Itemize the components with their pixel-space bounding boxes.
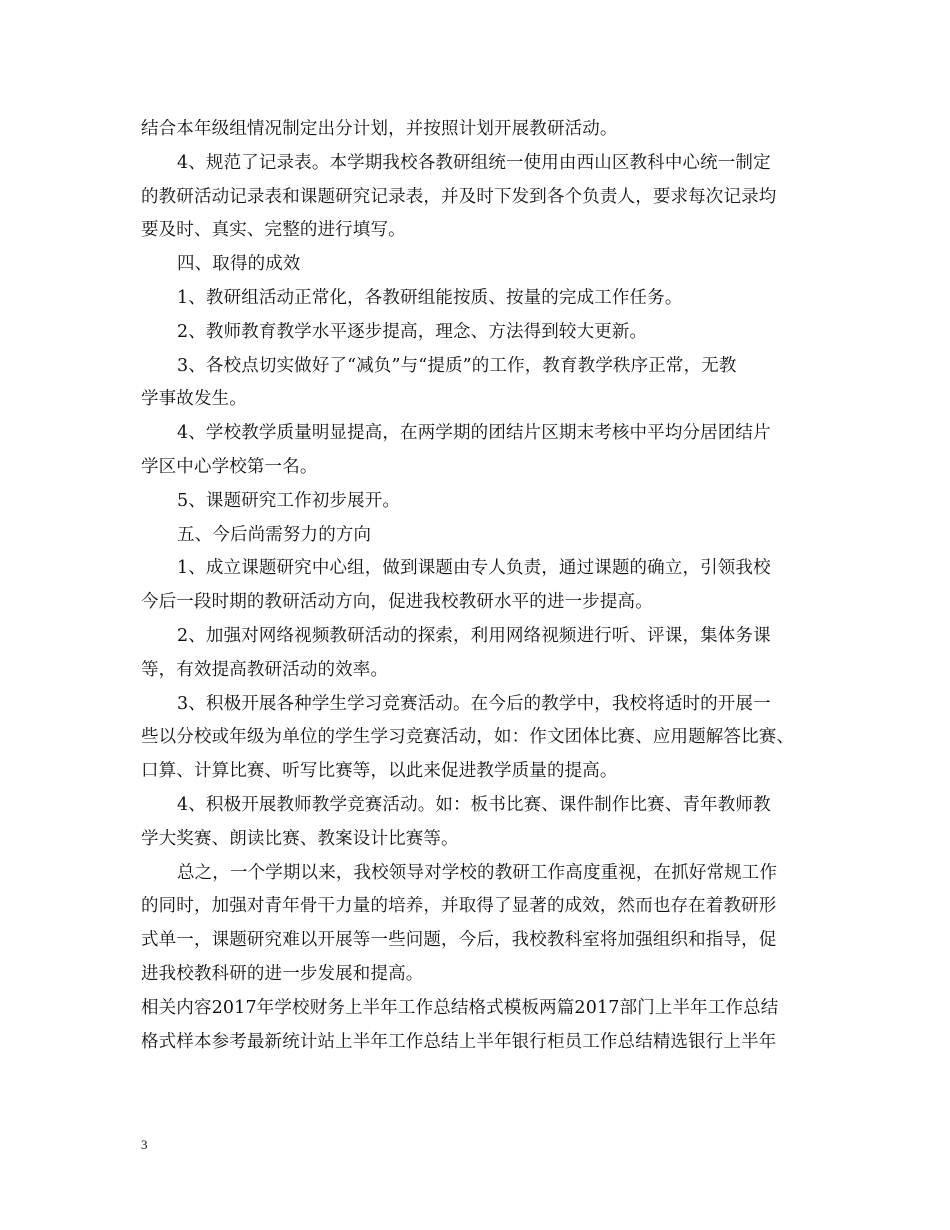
section-heading: 五、今后尚需努力的方向 bbox=[177, 524, 372, 545]
text-line: 的同时，加强对青年骨干力量的培养，并取得了显著的成效，然而也存在着教研形 bbox=[141, 896, 777, 917]
text-line: 口算、计算比赛、听写比赛等，以此来促进教学质量的提高。 bbox=[141, 761, 618, 782]
section-heading: 四、取得的成效 bbox=[177, 254, 301, 275]
related-content-line: 格式样本参考最新统计站上半年工作总结上半年银行柜员工作总结精选银行上半年 bbox=[141, 1031, 777, 1052]
text-line: 2、教师教育教学水平逐步提高，理念、方法得到较大更新。 bbox=[177, 321, 648, 342]
text-line: 4、规范了记录表。本学期我校各教研组统一使用由西山区教科中心统一制定 bbox=[177, 152, 771, 173]
text-line: 3、各校点切实做好了“减负”与“提质”的工作，教育教学秩序正常，无教 bbox=[177, 355, 737, 376]
text-line: 1、教研组活动正常化，各教研组能按质、按量的完成工作任务。 bbox=[177, 287, 683, 308]
text-line: 式单一，课题研究难以开展等一些问题，今后，我校教科室将加强组织和指导，促 bbox=[141, 930, 777, 951]
text-line: 学区中心学校第一名。 bbox=[141, 456, 318, 477]
text-line: 5、课题研究工作初步展开。 bbox=[177, 490, 401, 511]
text-line: 学事故发生。 bbox=[141, 389, 247, 410]
text-line: 2、加强对网络视频教研活动的探索，利用网络视频进行听、评课，集体务课 bbox=[177, 625, 771, 646]
text-line: 3、积极开展各种学生学习竞赛活动。在今后的教学中，我校将适时的开展一 bbox=[177, 693, 771, 714]
document-body bbox=[141, 113, 821, 1059]
text-line: 进我校教科研的进一步发展和提高。 bbox=[141, 963, 424, 984]
text-line: 今后一段时期的教研活动方向，促进我校教研水平的进一步提高。 bbox=[141, 592, 653, 613]
text-line: 些以分校或年级为单位的学生学习竞赛活动，如：作文团体比赛、应用题解答比赛、 bbox=[141, 727, 795, 748]
text-line: 结合本年级组情况制定出分计划，并按照计划开展教研活动。 bbox=[141, 119, 618, 139]
text-line: 4、学校教学质量明显提高，在两学期的团结片区期末考核中平均分居团结片 bbox=[177, 423, 771, 444]
text-line: 学大奖赛、朗读比赛、教案设计比赛等。 bbox=[141, 828, 459, 849]
text-line: 等，有效提高教研活动的效率。 bbox=[141, 659, 389, 680]
related-content-line: 相关内容2017年学校财务上半年工作总结格式模板两篇2017部门上半年工作总结 bbox=[141, 997, 779, 1018]
text-line: 总之，一个学期以来，我校领导对学校的教研工作高度重视，在抓好常规工作 bbox=[177, 862, 778, 883]
text-line: 要及时、真实、完整的进行填写。 bbox=[141, 220, 406, 241]
text-line: 1、成立课题研究中心组，做到课题由专人负责，通过课题的确立，引领我校 bbox=[177, 558, 771, 579]
text-line: 4、积极开展教师教学竞赛活动。如：板书比赛、课件制作比赛、青年教师教 bbox=[177, 794, 771, 815]
page-number: 3 bbox=[141, 1137, 148, 1152]
text-line: 的教研活动记录表和课题研究记录表，并及时下发到各个负责人，要求每次记录均 bbox=[141, 186, 777, 207]
